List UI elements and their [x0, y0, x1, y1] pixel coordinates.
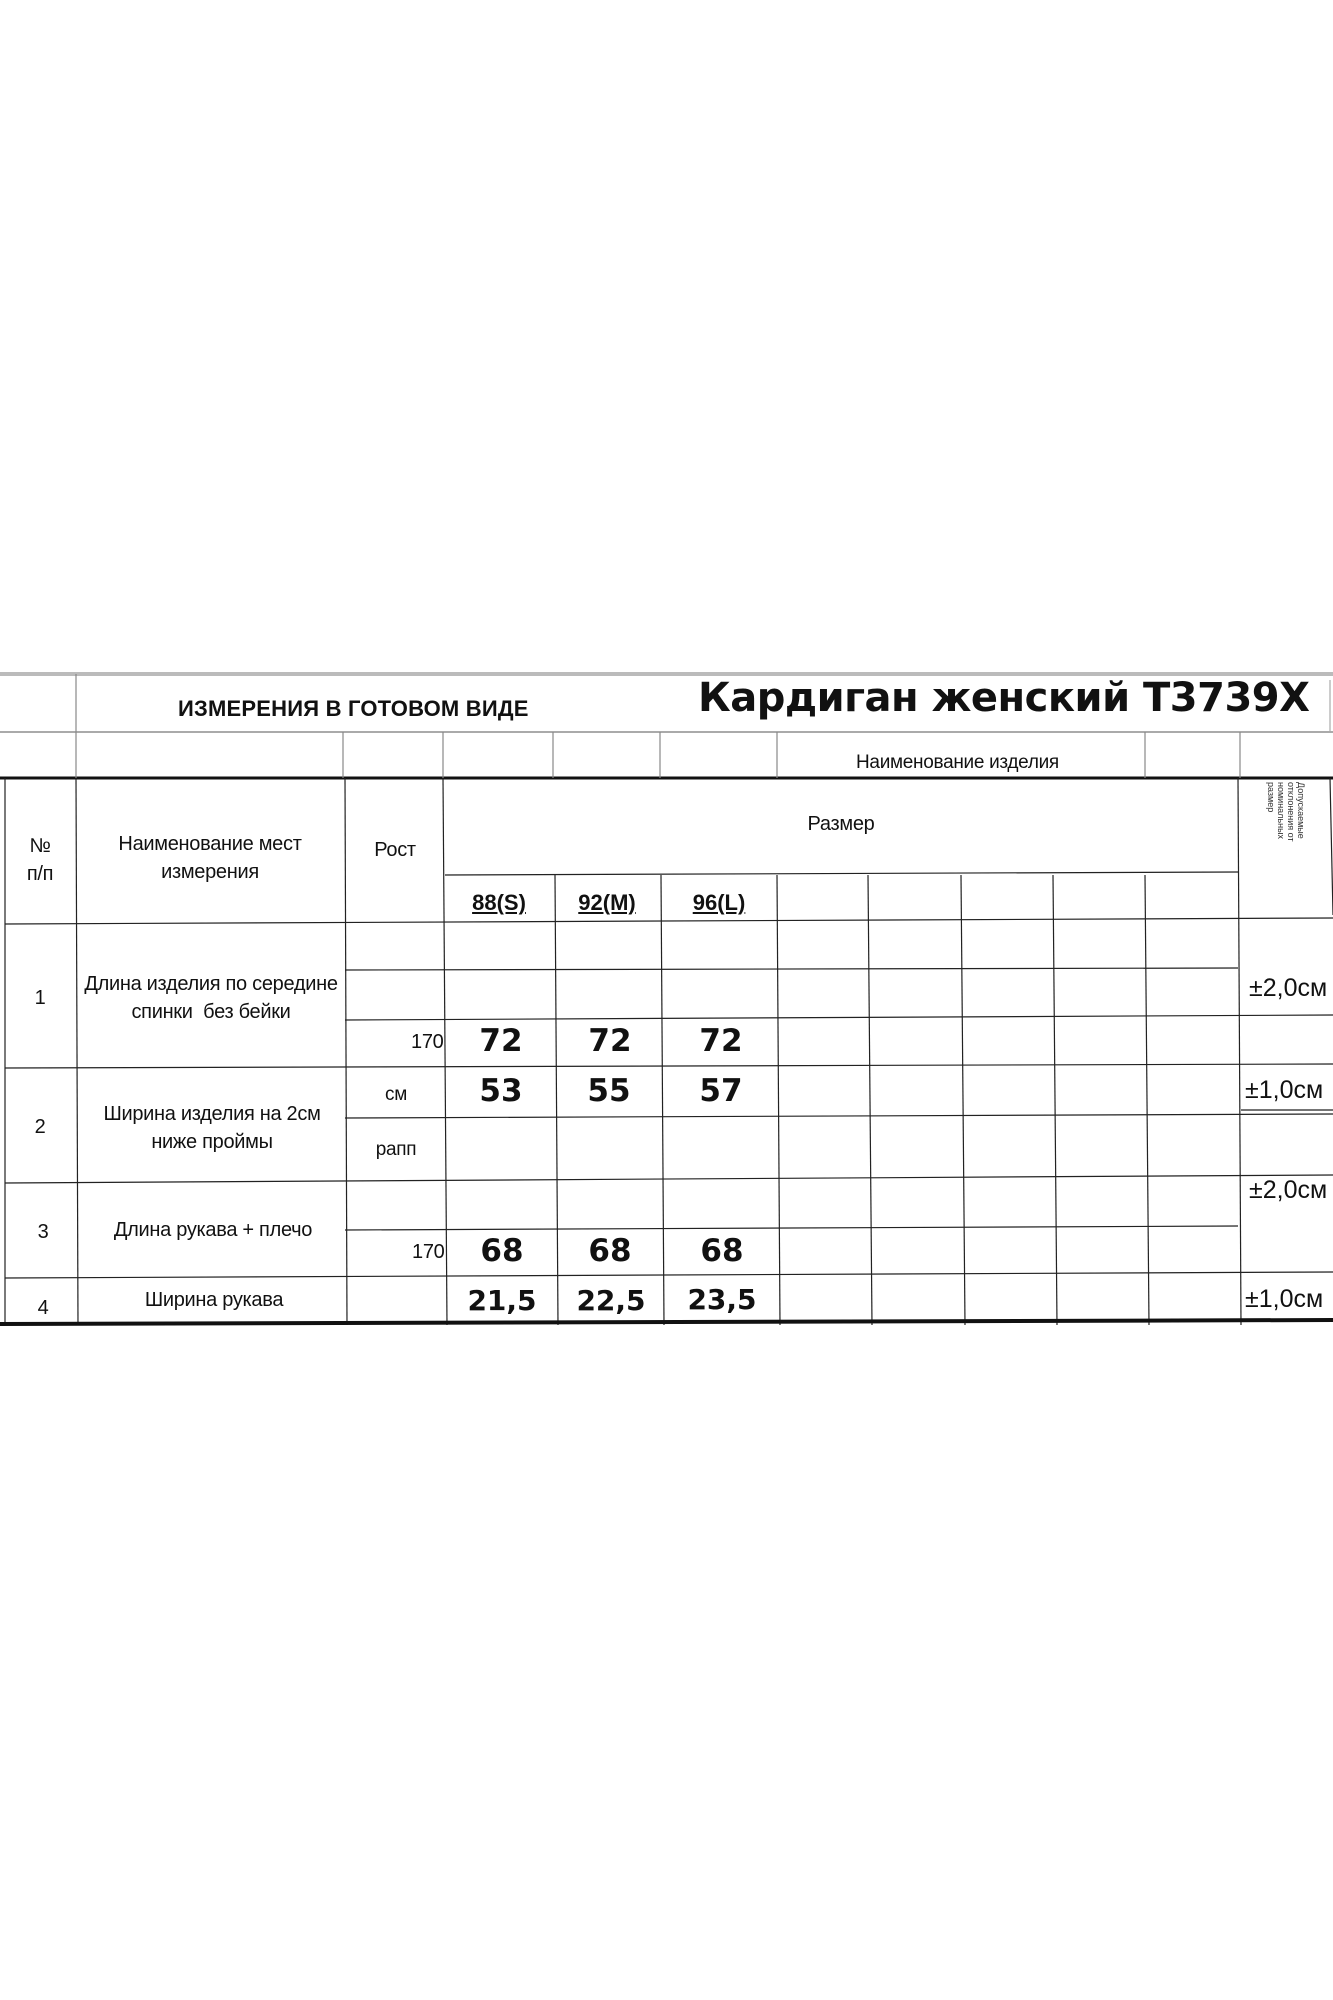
size-header-s: 88(S)	[472, 890, 526, 915]
row-2-value-l: 57	[699, 1073, 743, 1109]
column-tolerance-header: Допускаемые отклонения от номинальных размер	[1266, 782, 1306, 842]
sheet-subtitle: ИЗМЕРЕНИЯ В ГОТОВОМ ВИДЕ	[178, 696, 529, 721]
row-3-name: Длина рукава + плечо	[113, 1219, 313, 1241]
column-measure-place-header: Наименование мест измерения	[118, 833, 302, 883]
product-name-label: Наименование изделия	[856, 752, 1059, 773]
row-4-number: 4	[37, 1297, 49, 1319]
column-height-header: Рост	[374, 839, 416, 861]
size-header-m: 92(M)	[578, 890, 636, 915]
row-4-value-m: 22,5	[576, 1284, 646, 1317]
row-4-tolerance: ±1,0см	[1245, 1285, 1324, 1313]
row-2-name: Ширина изделия на 2см ниже проймы	[103, 1103, 321, 1153]
row-2-unit: см	[385, 1084, 407, 1105]
row-3-number: 3	[37, 1221, 49, 1243]
row-3-value-m: 68	[588, 1233, 632, 1269]
row-2-value-m: 55	[587, 1073, 631, 1109]
row-1-value-s: 72	[479, 1023, 523, 1059]
row-1-height: 170	[411, 1031, 444, 1053]
row-3-value-s: 68	[480, 1233, 524, 1269]
measurement-sheet	[0, 670, 1333, 1330]
row-3-value-l: 68	[700, 1233, 744, 1269]
row-2-tolerance: ±1,0см	[1245, 1076, 1324, 1104]
row-2-extra: рапп	[375, 1139, 417, 1160]
row-4-name: Ширина рукава	[144, 1289, 284, 1311]
row-1-name: Длина изделия по середине спинки без бейки	[84, 973, 338, 1023]
row-1-value-m: 72	[588, 1023, 632, 1059]
row-3-tolerance: ±2,0см	[1249, 1176, 1328, 1204]
row-4-value-l: 23,5	[687, 1283, 757, 1316]
row-2-value-s: 53	[479, 1073, 523, 1109]
row-2-number: 2	[34, 1116, 46, 1138]
size-header-l: 96(L)	[692, 890, 746, 915]
row-1-number: 1	[34, 987, 46, 1009]
row-3-height: 170	[412, 1241, 445, 1263]
row-1-tolerance: ±2,0см	[1249, 974, 1328, 1002]
column-number-header: № п/п	[26, 835, 54, 885]
row-4-value-s: 21,5	[467, 1284, 537, 1317]
row-1-value-l: 72	[699, 1023, 743, 1059]
product-title: Кардиган женский Т3739Х	[698, 675, 1310, 721]
column-size-header: Размер	[807, 813, 875, 835]
